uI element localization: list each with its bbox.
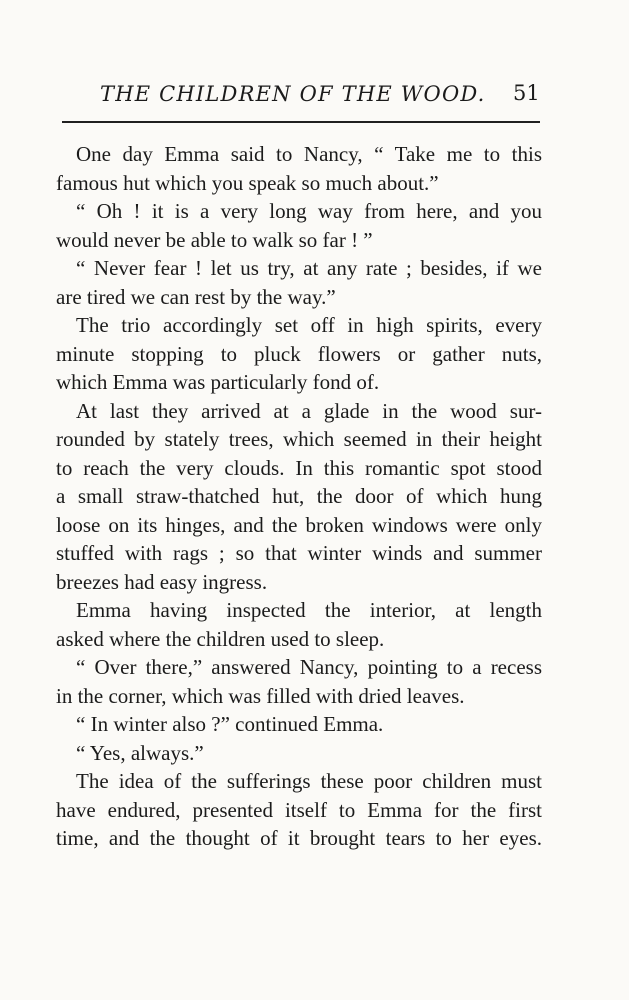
text-line: minute stopping to pluck flowers or gather nuts, <box>56 341 542 366</box>
text-line: asked where the children used to sleep. <box>56 626 385 651</box>
text-line: would never be able to walk so far ! ” <box>56 227 373 252</box>
running-head: THE CHILDREN OF THE WOOD. <box>100 82 486 106</box>
text-line: “ Never fear ! let us try, at any rate ; besides, if we <box>76 256 542 281</box>
text-line: in the corner, which was filled with dried leaves. <box>56 683 465 708</box>
text-line: breezes had easy ingress. <box>56 569 268 594</box>
text-line: Emma having inspected the interior, at length <box>76 598 542 623</box>
text-line: “ In winter also ?” continued Emma. <box>76 712 384 737</box>
text-line: The idea of the sufferings these poor children must <box>76 769 542 794</box>
header-rule <box>62 121 540 123</box>
text-line: “ Over there,” answered Nancy, pointing to a recess <box>76 655 542 680</box>
body-text <box>56 140 542 853</box>
text-line: time, and the thought of it brought tears to her eyes. <box>56 826 542 851</box>
text-line: At last they arrived at a glade in the wood sur- <box>76 398 542 423</box>
text-line: rounded by stately trees, which seemed in their height <box>56 427 542 452</box>
text-line: stuffed with rags ; so that winter winds and summer <box>56 541 542 566</box>
text-line: loose on its hinges, and the broken windows were only <box>56 512 542 537</box>
text-line: famous hut which you speak so much about.” <box>56 170 439 195</box>
text-line: have endured, presented itself to Emma for the first <box>56 797 542 822</box>
text-line: One day Emma said to Nancy, “ Take me to this <box>76 142 542 166</box>
page-number: 51 <box>513 81 540 105</box>
text-line: The trio accordingly set off in high spirits, every <box>76 313 542 338</box>
text-line: a small straw-thatched hut, the door of which hung <box>56 484 542 509</box>
text-line: are tired we can rest by the way.” <box>56 284 336 309</box>
text-line: “ Yes, always.” <box>76 740 204 765</box>
text-line: to reach the very clouds. In this romantic spot stood <box>56 455 542 480</box>
text-line: “ Oh ! it is a very long way from here, and you <box>76 199 542 224</box>
text-line: which Emma was particularly fond of. <box>56 370 380 395</box>
